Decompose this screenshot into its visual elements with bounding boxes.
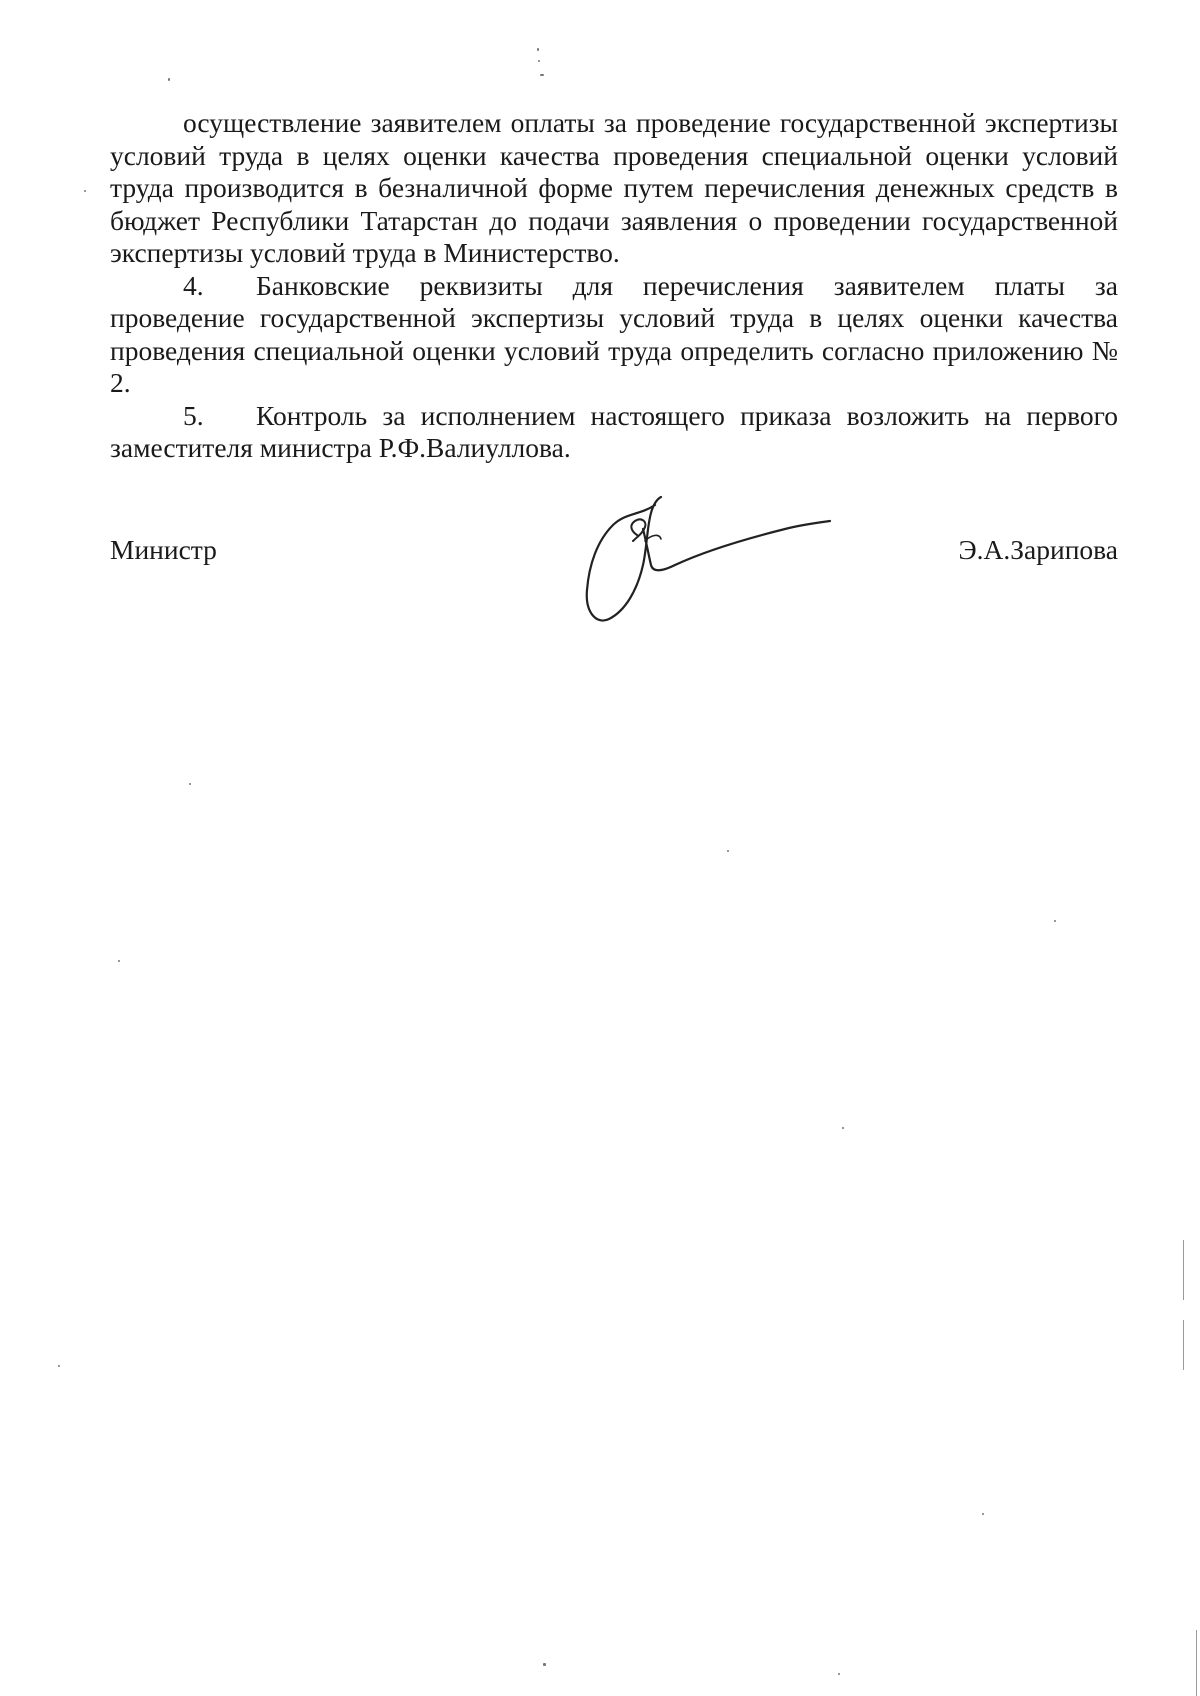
paragraph-text: Контроль за исполнением настоящего приказа возложить на первого заместителя министра Р.Ф.Валиуллова. bbox=[110, 399, 1118, 463]
scan-speck bbox=[982, 1513, 984, 1515]
scan-speck bbox=[168, 78, 170, 81]
paragraph-number: 5. bbox=[183, 399, 204, 431]
scan-edge-line bbox=[1183, 1240, 1184, 1300]
scan-speck bbox=[1054, 920, 1056, 922]
paragraph-number: 4. bbox=[183, 269, 204, 301]
handwritten-signature-icon bbox=[585, 495, 835, 627]
scan-speck bbox=[58, 1365, 60, 1367]
scan-speck bbox=[838, 1673, 840, 1675]
scan-speck bbox=[727, 850, 729, 852]
scan-speck bbox=[540, 74, 544, 76]
scan-edge-line bbox=[1196, 1630, 1197, 1696]
paragraph-payment bbox=[110, 107, 1118, 270]
paragraph-text: Банковские реквизиты для перечисления заявителем платы за проведение государственной экспертизы условий труда в целях оценки качества проведения специальной оценки условий труда определить согласно приложению № 2. bbox=[110, 269, 1118, 398]
scan-speck bbox=[537, 48, 539, 51]
scan-speck bbox=[189, 783, 191, 785]
paragraph-text: осуществление заявителем оплаты за проведение государственной экспертизы условий труда в целях оценки качества проведения специальной оценки условий труда производится в безналичной форме путем перечисления денежных средств в бюджет Республики Татарстан до подачи заявления о проведении государственной экспертизы условий труда в Министерство. bbox=[110, 107, 1118, 268]
paragraph-5 bbox=[110, 400, 1118, 465]
scan-speck bbox=[84, 190, 86, 192]
scan-edge-line bbox=[1183, 1320, 1184, 1370]
signatory-name: Э.А.Зарипова bbox=[958, 534, 1118, 565]
scan-speck bbox=[118, 960, 120, 962]
document-body bbox=[110, 107, 1118, 465]
scan-speck bbox=[543, 1663, 546, 1666]
paragraph-4 bbox=[110, 270, 1118, 400]
signatory-title: Министр bbox=[110, 534, 217, 565]
scan-speck bbox=[842, 1127, 844, 1129]
scan-speck bbox=[538, 60, 540, 62]
